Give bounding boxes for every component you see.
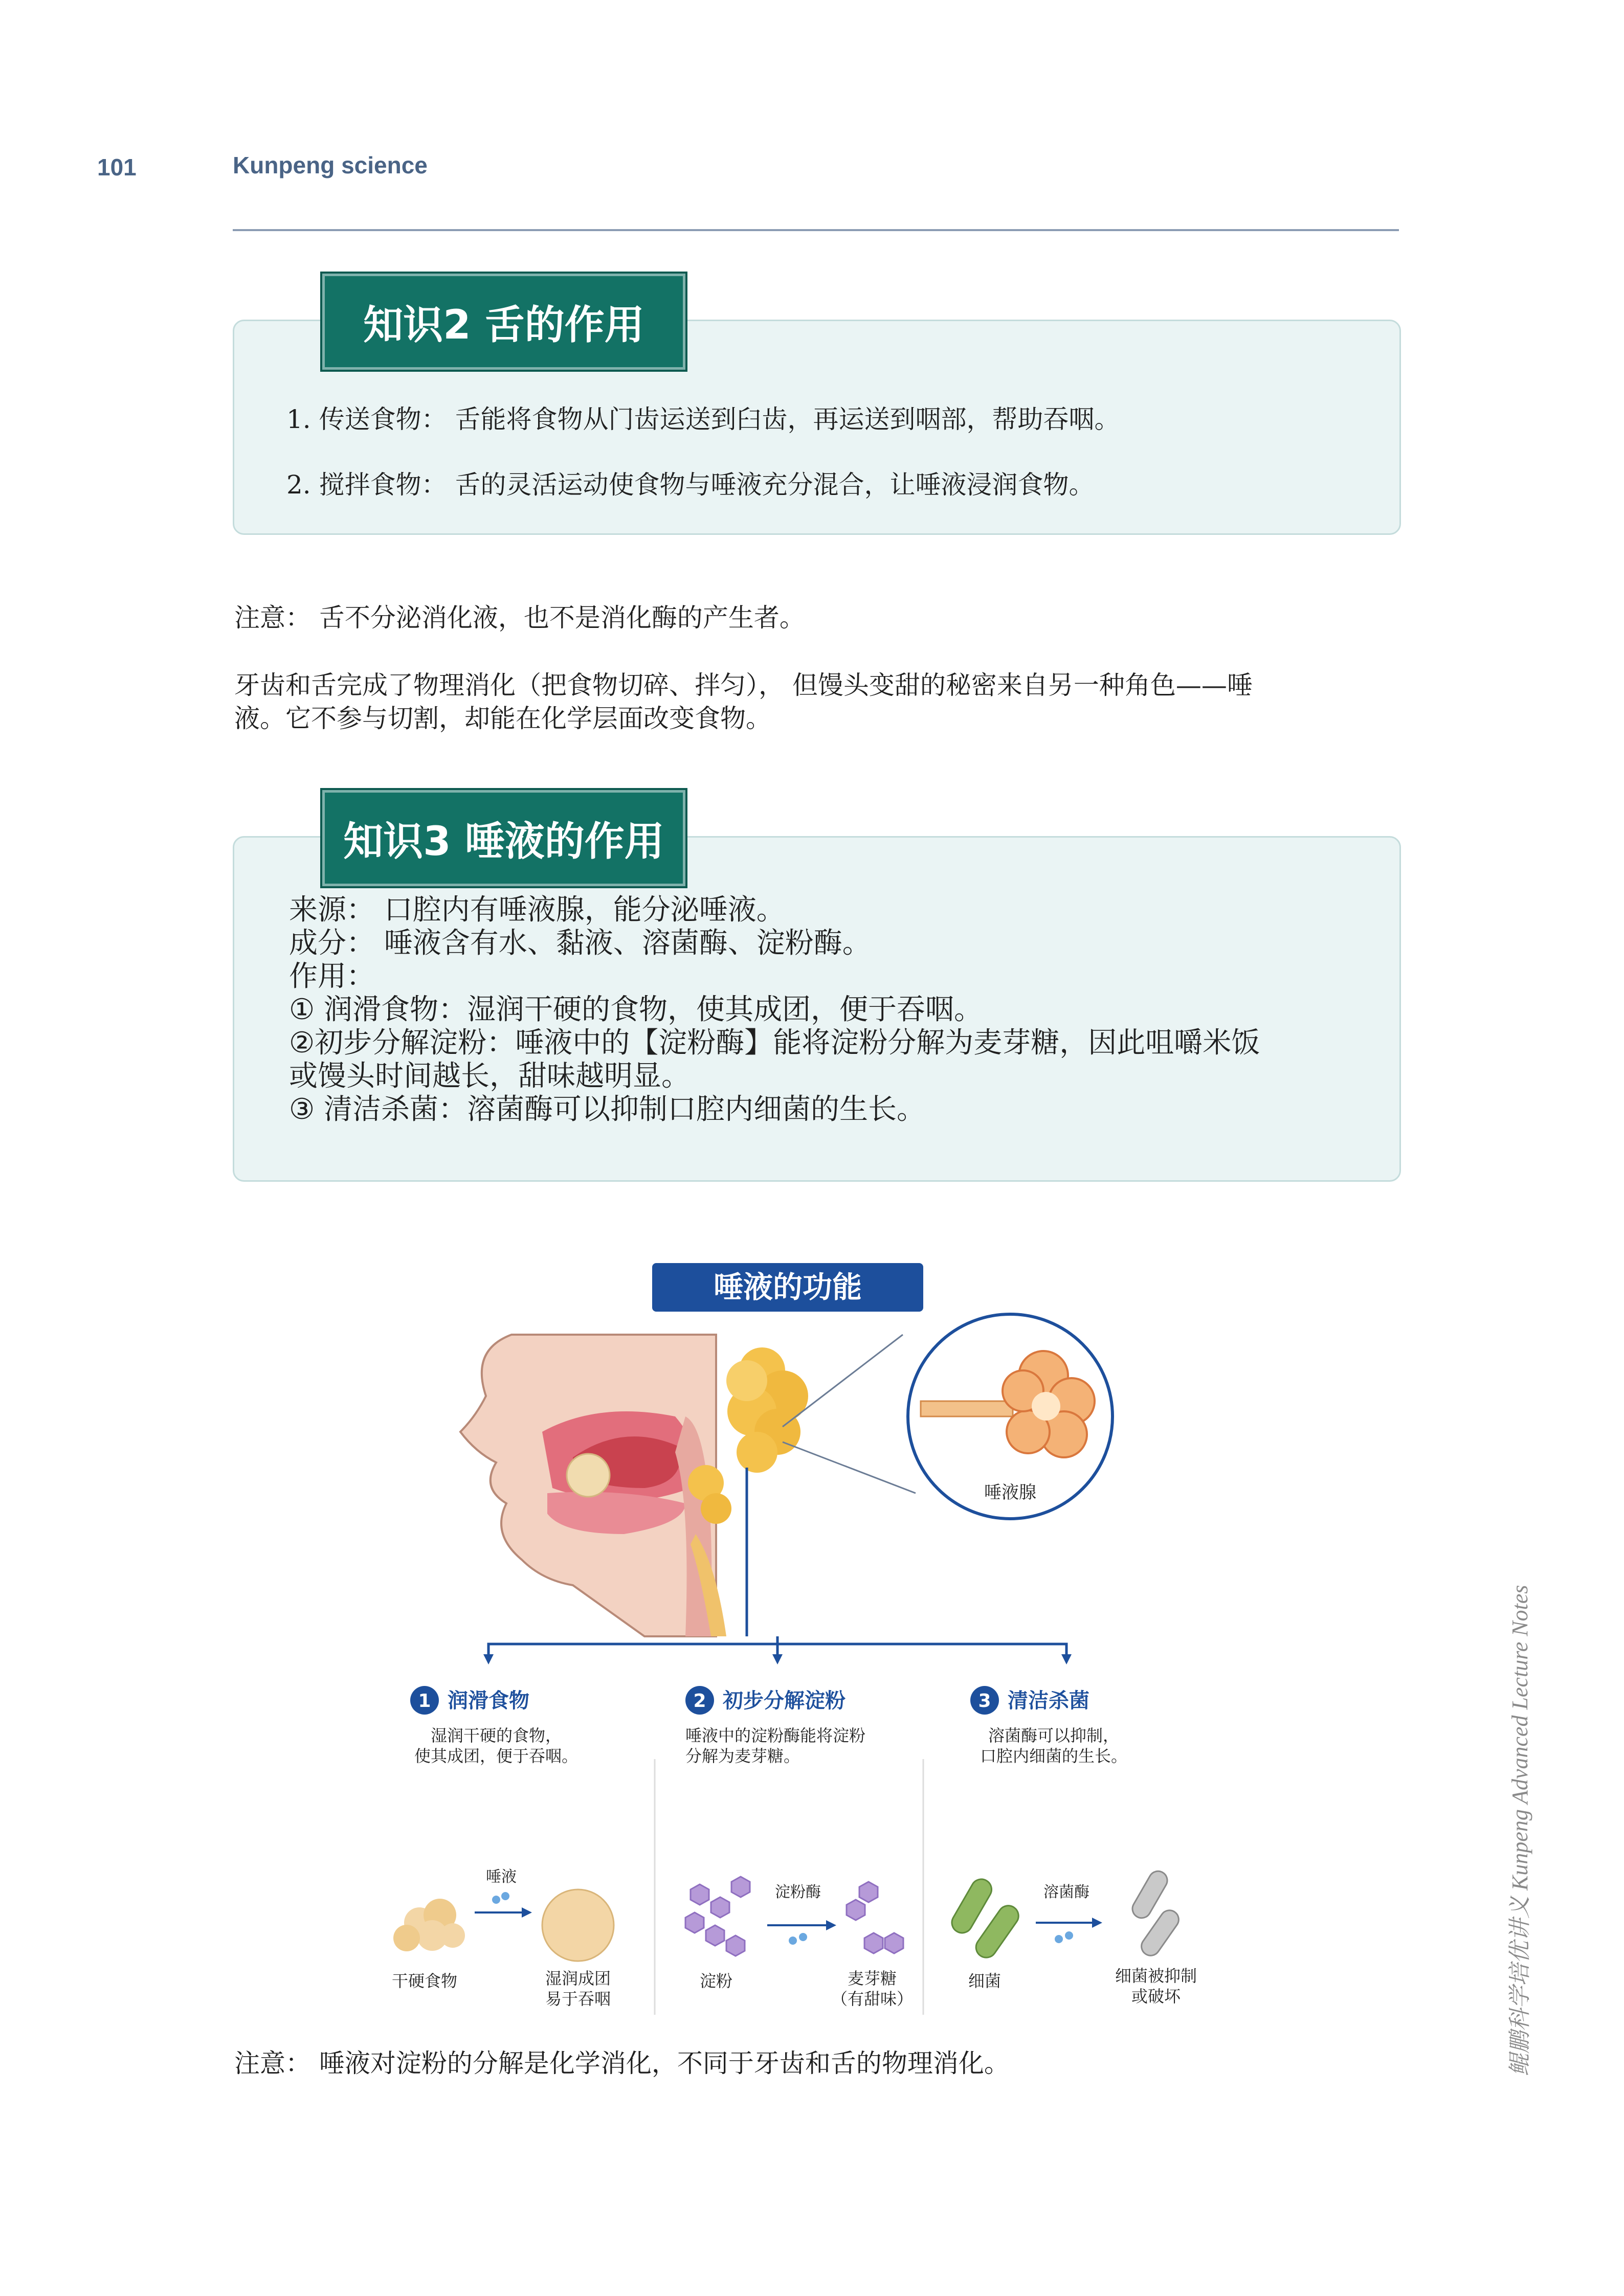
panel1-right-label-2: 易于吞咽 xyxy=(545,1989,611,2009)
panel3-arrow-label: 溶菌酶 xyxy=(1043,1883,1089,1901)
panel2-number: 2 xyxy=(693,1691,706,1712)
panel1-left-label: 干硬食物 xyxy=(391,1971,458,1991)
knowledge3-title: 知识3 唾液的作用 xyxy=(322,790,685,886)
knowledge2-item-2: 2. 搅拌食物： 舌的灵活运动使食物与唾液充分混合，让唾液浸润食物。 xyxy=(286,470,1095,500)
knowledge3-function-1: ① 润滑食物：湿润干硬的食物，使其成团，便于吞咽。 xyxy=(289,993,983,1026)
panel2-right-label-1: 麦芽糖 xyxy=(847,1969,897,1988)
panel2-arrow-label: 淀粉酶 xyxy=(775,1883,821,1901)
knowledge3-composition: 成分： 唾液含有水、黏液、溶菌酶、淀粉酶。 xyxy=(289,927,871,960)
panel2-title: 初步分解淀粉 xyxy=(723,1689,846,1713)
panel1-arrow-label: 唾液 xyxy=(486,1868,517,1886)
knowledge2-title: 知识2 舌的作用 xyxy=(322,274,685,370)
panel3-left-label: 细菌 xyxy=(968,1971,1002,1991)
knowledge2-item-1: 1. 传送食物： 舌能将食物从门齿运送到臼齿，再运送到咽部，帮助吞咽。 xyxy=(286,404,1120,434)
transition-line-2: 液。它不参与切割，却能在化学层面改变食物。 xyxy=(234,704,771,733)
knowledge3-function-3: ③ 清洁杀菌：溶菌酶可以抑制口腔内细菌的生长。 xyxy=(289,1093,926,1126)
panel1-desc-2: 使其成团，便于吞咽。 xyxy=(414,1746,579,1766)
knowledge3-function-label: 作用： xyxy=(289,960,375,993)
knowledge3-function-2a: ②初步分解淀粉：唾液中的【淀粉酶】能将淀粉分解为麦芽糖，因此咀嚼米饭 xyxy=(289,1026,1260,1060)
panel2-desc-2: 分解为麦芽糖。 xyxy=(685,1746,800,1766)
note-tongue: 注意： 舌不分泌消化液，也不是消化酶的产生者。 xyxy=(234,603,805,633)
panel2-desc-1: 唾液中的淀粉酶能将淀粉 xyxy=(685,1726,866,1745)
panel3-desc-2: 口腔内细菌的生长。 xyxy=(980,1746,1128,1766)
knowledge3-function-2b: 或馒头时间越长，甜味越明显。 xyxy=(289,1060,690,1093)
header-divider xyxy=(233,229,1399,231)
note-saliva: 注意： 唾液对淀粉的分解是化学消化，不同于牙齿和舌的物理消化。 xyxy=(234,2049,1010,2078)
panel1-desc-1: 湿润干硬的食物， xyxy=(430,1726,562,1745)
saliva-function-figure xyxy=(358,1248,1217,2030)
panel2-right-label-2: （有甜味） xyxy=(831,1989,914,2009)
panel1-title: 润滑食物 xyxy=(448,1689,529,1713)
gland-label: 唾液腺 xyxy=(984,1482,1036,1503)
transition-line-1: 牙齿和舌完成了物理消化（把食物切碎、拌匀）， 但馒头变甜的秘密来自另一种角色——唾 xyxy=(234,670,1253,700)
page-number: 101 xyxy=(97,154,137,181)
panel1-right-label-1: 湿润成团 xyxy=(545,1969,611,1988)
panel3-number: 3 xyxy=(978,1691,991,1712)
side-running-title: 鲲鹏科学培优讲义 Kunpeng Advanced Lecture Notes xyxy=(1507,1585,1532,2076)
panel3-desc-1: 溶菌酶可以抑制， xyxy=(988,1726,1120,1745)
panel3-title: 清洁杀菌 xyxy=(1008,1689,1089,1713)
figure-title: 唾液的功能 xyxy=(713,1270,862,1304)
panel3-right-label-2: 或破坏 xyxy=(1131,1987,1181,2006)
moist-bolus-icon xyxy=(542,1889,614,1961)
knowledge3-source: 来源： 口腔内有唾液腺，能分泌唾液。 xyxy=(289,893,785,927)
publication-name: Kunpeng science xyxy=(233,152,428,178)
panel3-right-label-1: 细菌被抑制 xyxy=(1115,1966,1197,1986)
panel1-number: 1 xyxy=(418,1691,431,1712)
panel2-left-label: 淀粉 xyxy=(699,1971,733,1991)
